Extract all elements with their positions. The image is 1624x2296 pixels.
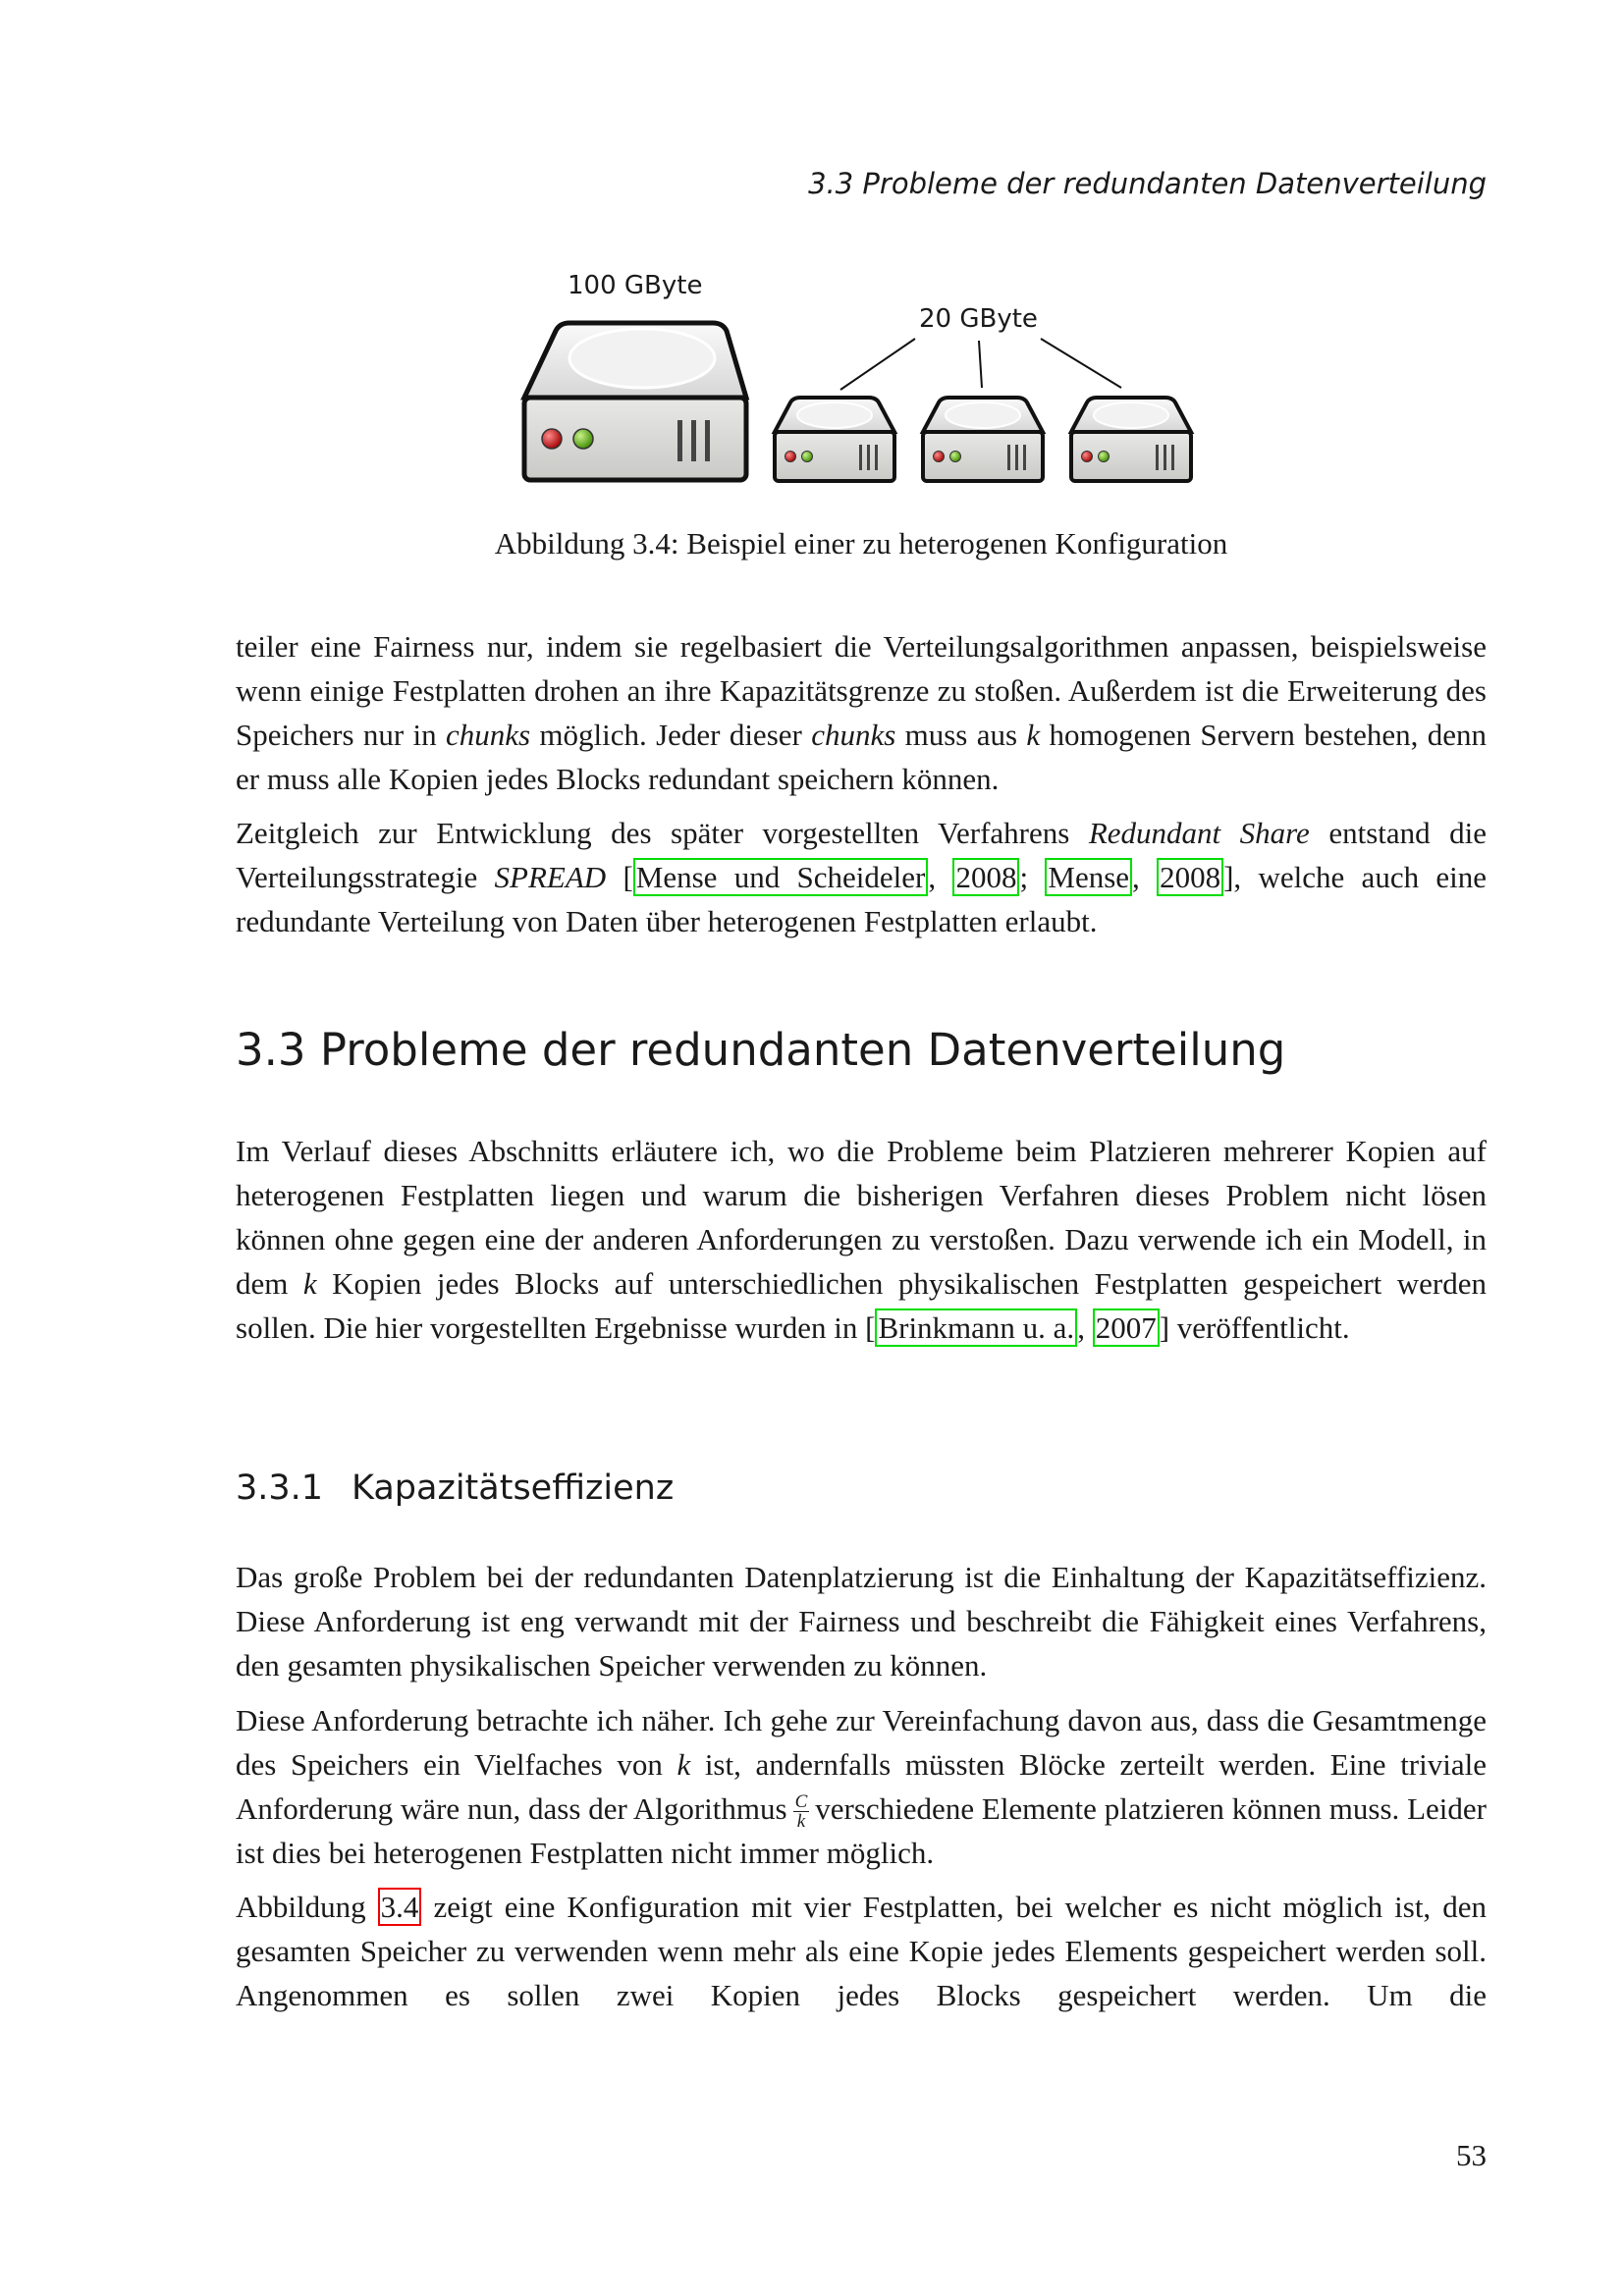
- paragraph: Das große Problem bei der redundanten Datenplatzierung ist die Einhaltung der Kapazitätseffizienz. Diese Anforderung ist eng verwandt mit der Fairness und beschreibt die Fähigkeit eines Verfahrens, den gesamten physikalischen Speicher verwenden zu können.: [236, 1560, 1487, 1682]
- subsection-number: 3.3.1: [236, 1468, 324, 1508]
- paragraph: Zeitgleich zur Entwicklung des später vorgestellten Verfahrens Redundant Share entstand die Verteilungsstrategie SPREAD [Mense und Scheideler, 2008; Mense, 2008], welche auch eine redundante Verteilung von Daten über heterogenen Festplatten erlaubt.: [236, 816, 1488, 938]
- page-number: 53: [1456, 2138, 1487, 2172]
- section-heading: [236, 1021, 1285, 1080]
- big-disk-label: 100 GByte: [568, 271, 703, 300]
- paragraph: Abbildung 3.4 zeigt eine Konfiguration mit vier Festplatten, bei welcher es nicht möglich ist, den gesamten Speicher zu verwenden wenn mehr als eine Kopie jedes Elements gespeichert werden soll. Angenommen es sollen zwei Kopien jedes Blocks gespeichert werden. Um die: [236, 1890, 1487, 2012]
- subsection-heading: [236, 1465, 674, 1512]
- label-connector-lines: [840, 339, 1121, 390]
- citation-year-link[interactable]: 2007: [1093, 1308, 1160, 1347]
- running-header: 3.3 Probleme der redundanten Datenverteilung: [808, 167, 1487, 200]
- small-disk-label: 20 GByte: [919, 304, 1038, 334]
- small-disk-icon: [775, 398, 894, 481]
- figure-caption: Abbildung 3.4: Beispiel einer zu heterogenen Konfiguration: [494, 526, 1228, 561]
- citation-link[interactable]: Mense: [1045, 858, 1132, 896]
- fraction-c-over-k: $\frac{C}{k}$: [794, 1791, 808, 1833]
- paragraph: Im Verlauf dieses Abschnitts erläutere ich, wo die Probleme beim Platzieren mehrerer Kopien auf heterogenen Festplatten liegen und warum die bisherigen Verfahren dieses Problem nicht lösen können ohne gegen eine der anderen Anforderungen zu verstoßen. Dazu verwende ich ein Modell, in dem k Kopien jedes Blocks auf unterschiedlichen physikalischen Festplatten gespeichert werden sollen. Die hier vorgestellten Ergebnisse wurden in [Brinkmann u. a., 2007] veröffentlicht.: [236, 1134, 1487, 1345]
- figure-reference-link[interactable]: 3.4: [378, 1888, 422, 1926]
- small-disk-icon: [923, 398, 1043, 481]
- section-title: Probleme der redundanten Datenverteilung: [319, 1024, 1286, 1076]
- citation-link[interactable]: Mense und Scheideler: [633, 858, 929, 896]
- subsection-title: Kapazitätseffizienz: [352, 1468, 675, 1508]
- section-number: 3.3: [236, 1024, 306, 1076]
- paragraph: teiler eine Fairness nur, indem sie regelbasiert die Verteilungsalgorithmen anpassen, beispielsweise wenn einige Festplatten drohen an ihre Kapazitätsgrenze zu stoßen. Außerdem ist die Erweiterung des Speichers nur in chunks möglich. Jeder dieser chunks muss aus k homogenen Servern bestehen, denn er muss alle Kopien jedes Blocks redundant speichern können.: [236, 629, 1487, 796]
- citation-year-link[interactable]: 2008: [952, 858, 1019, 896]
- small-disk-icon: [1071, 398, 1191, 481]
- paragraph: Diese Anforderung betrachte ich näher. Ich gehe zur Vereinfachung davon aus, dass die Gesamtmenge des Speichers ein Vielfaches von k ist, andernfalls müssten Blöcke zerteilt werden. Eine triviale Anforderung wäre nun, dass der Algorithmus $\frac{C}{k}$ verschiedene Elemente platzieren können muss. Leider ist dies bei heterogenen Festplatten nicht immer möglich.: [236, 1703, 1487, 1871]
- citation-year-link[interactable]: 2008: [1157, 858, 1223, 896]
- big-disk-icon: [524, 323, 746, 480]
- citation-link[interactable]: Brinkmann u. a.: [875, 1308, 1077, 1347]
